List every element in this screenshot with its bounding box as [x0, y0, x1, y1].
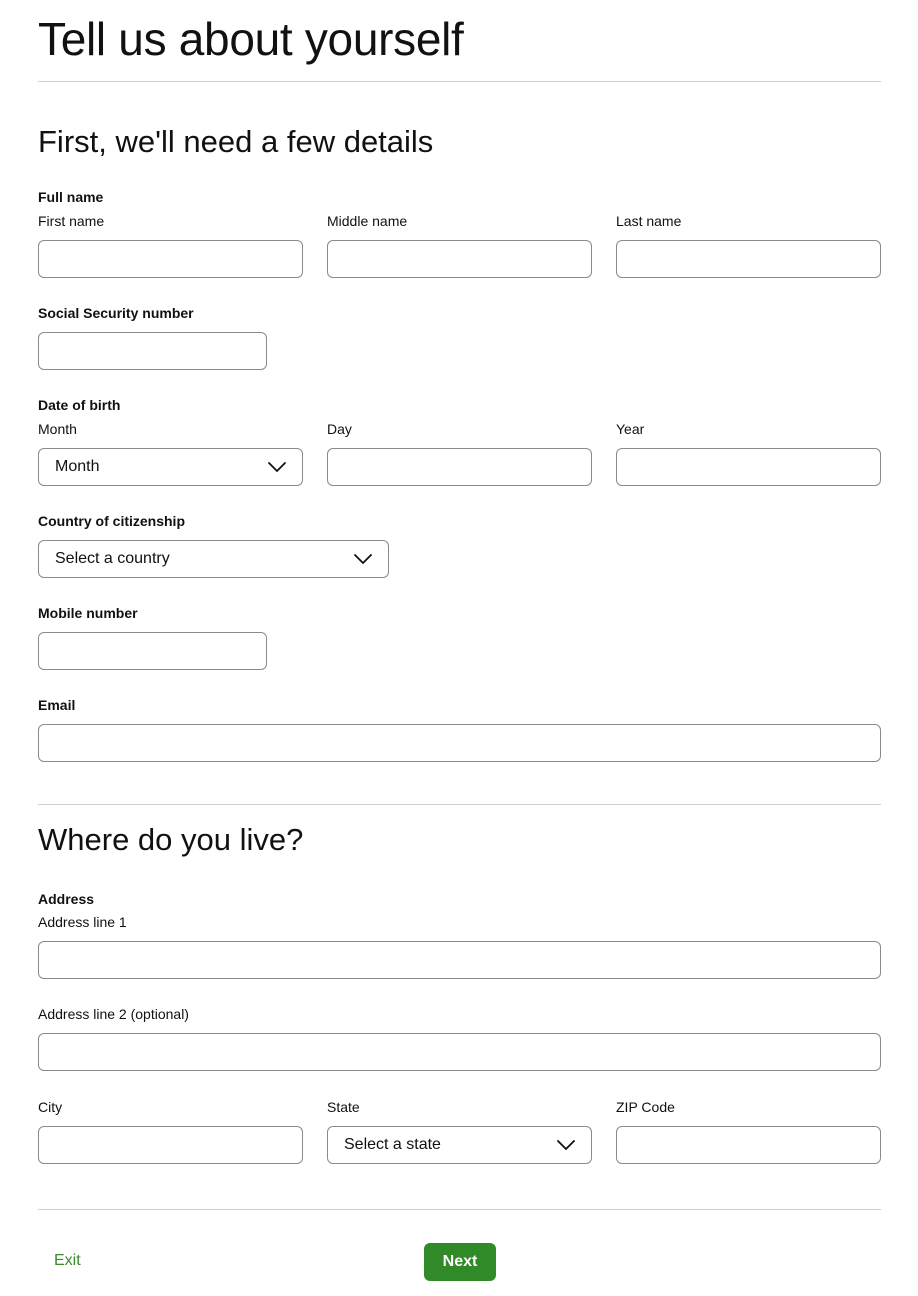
- address-line1-input[interactable]: [38, 941, 881, 979]
- citizenship-select[interactable]: [38, 540, 389, 578]
- section-divider: [38, 804, 881, 805]
- dob-day-label: Day: [327, 421, 352, 437]
- state-label: State: [327, 1099, 360, 1115]
- full-name-group-label: Full name: [38, 189, 104, 205]
- mobile-label: Mobile number: [38, 605, 138, 621]
- email-label: Email: [38, 697, 76, 713]
- last-name-label: Last name: [616, 213, 682, 229]
- zip-input[interactable]: [616, 1126, 881, 1164]
- city-label: City: [38, 1099, 63, 1115]
- dob-month-selected-value: Month: [55, 458, 100, 475]
- residence-section-title: Where do you live?: [38, 822, 304, 857]
- citizenship-selected-value: Select a country: [55, 550, 170, 567]
- city-input[interactable]: [38, 1126, 303, 1164]
- address-group-label: Address: [38, 891, 95, 907]
- chevron-down-icon: [354, 553, 372, 565]
- details-section-title: First, we'll need a few details: [38, 124, 434, 159]
- last-name-input[interactable]: [616, 240, 881, 278]
- chevron-down-icon: [268, 461, 286, 473]
- state-selected-value: Select a state: [344, 1136, 441, 1153]
- address-line2-input[interactable]: [38, 1033, 881, 1071]
- chevron-down-icon: [557, 1139, 575, 1151]
- state-select[interactable]: [327, 1126, 592, 1164]
- dob-group-label: Date of birth: [38, 397, 121, 413]
- address-line2-label: Address line 2 (optional): [38, 1006, 189, 1022]
- header-divider: [38, 81, 881, 82]
- dob-year-label: Year: [616, 421, 645, 437]
- middle-name-label: Middle name: [327, 213, 408, 229]
- middle-name-input[interactable]: [327, 240, 592, 278]
- first-name-label: First name: [38, 213, 105, 229]
- dob-day-input[interactable]: [327, 448, 592, 486]
- dob-year-input[interactable]: [616, 448, 881, 486]
- ssn-input[interactable]: [38, 332, 267, 370]
- mobile-input[interactable]: [38, 632, 267, 670]
- exit-link[interactable]: Exit: [54, 1252, 81, 1269]
- zip-label: ZIP Code: [616, 1099, 675, 1115]
- next-button[interactable]: Next: [424, 1243, 496, 1281]
- email-input[interactable]: [38, 724, 881, 762]
- address-line1-label: Address line 1: [38, 914, 127, 930]
- ssn-label: Social Security number: [38, 305, 194, 321]
- citizenship-label: Country of citizenship: [38, 513, 185, 529]
- dob-month-select[interactable]: [38, 448, 303, 486]
- first-name-input[interactable]: [38, 240, 303, 278]
- footer-divider: [38, 1209, 881, 1210]
- page-title: Tell us about yourself: [38, 13, 464, 65]
- dob-month-label: Month: [38, 421, 77, 437]
